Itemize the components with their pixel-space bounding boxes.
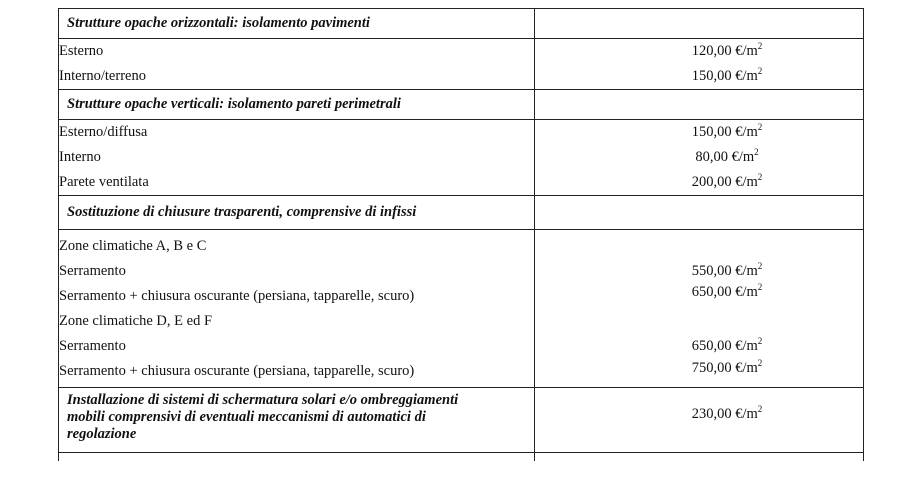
label-cell (59, 39, 535, 90)
trailing-cell (535, 453, 864, 462)
row-label: Esterno (59, 43, 104, 59)
row-label: Esterno/diffusa (59, 124, 148, 140)
section-row (59, 388, 864, 453)
row-price: 750,00 $€/m^2$ (691, 358, 763, 376)
row-price: 120,00 $€/m^2$ (691, 41, 763, 59)
section-header (59, 196, 864, 230)
section-title-cell (59, 90, 535, 120)
row-label: Serramento + chiusura oscurante (persiana, tapparelle, scuro) (59, 288, 415, 304)
section-title-cell (59, 196, 535, 230)
row-label: Parete ventilata (59, 174, 149, 190)
price-cell (535, 120, 864, 196)
section-price-cell (535, 9, 864, 39)
row-price: 230,00 $€/m^2$ (691, 404, 763, 422)
section-price-cell (535, 388, 864, 453)
price-cell (535, 230, 864, 388)
section-title (59, 388, 534, 452)
row-label: Interno (59, 149, 101, 165)
row-label: Interno/terreno (59, 68, 146, 84)
row-price: 80,00 $€/m^2$ (695, 147, 759, 165)
row-price: 200,00 $€/m^2$ (691, 172, 763, 190)
section-title-line: mobili comprensivi di eventuali meccanismi di automatici di (67, 409, 426, 425)
section-price-cell (535, 196, 864, 230)
row-label: Serramento (59, 263, 126, 279)
section-body (59, 120, 864, 196)
section-title: Strutture opache orizzontali: isolamento pavimenti (67, 15, 370, 31)
trailing-row (59, 453, 864, 462)
section-price-cell (535, 90, 864, 120)
zone-label: Zone climatiche D, E ed F (59, 313, 213, 329)
section-title-cell (59, 388, 535, 453)
trailing-cell (59, 453, 535, 462)
row-price-empty (535, 309, 863, 334)
row-label: Serramento + chiusura oscurante (persiana, tapparelle, scuro) (59, 363, 415, 379)
label-cell (59, 230, 535, 388)
section-title: Sostituzione di chiusure trasparenti, comprensive di infissi (67, 204, 417, 220)
section-body (59, 39, 864, 90)
section-title: Strutture opache verticali: isolamento pareti perimetrali (67, 96, 401, 112)
section-body (59, 230, 864, 388)
row-price-empty (535, 234, 863, 259)
row-label: Serramento (59, 338, 126, 354)
row-price: 150,00 $€/m^2$ (691, 122, 763, 140)
zone-label: Zone climatiche A, B e C (59, 238, 207, 254)
section-header (59, 9, 864, 39)
row-price: 550,00 $€/m^2$ (691, 261, 763, 279)
label-cell (59, 120, 535, 196)
cost-table (58, 8, 864, 461)
section-title-line: regolazione (67, 426, 137, 442)
price-cell (535, 39, 864, 90)
section-header (59, 90, 864, 120)
section-title-cell (59, 9, 535, 39)
row-price: 650,00 $€/m^2$ (691, 336, 763, 354)
row-price: 650,00 $€/m^2$ (691, 282, 763, 300)
row-price: 150,00 $€/m^2$ (691, 66, 763, 84)
section-title-line: Installazione di sistemi di schermatura solari e/o ombreggiamenti (67, 392, 459, 408)
